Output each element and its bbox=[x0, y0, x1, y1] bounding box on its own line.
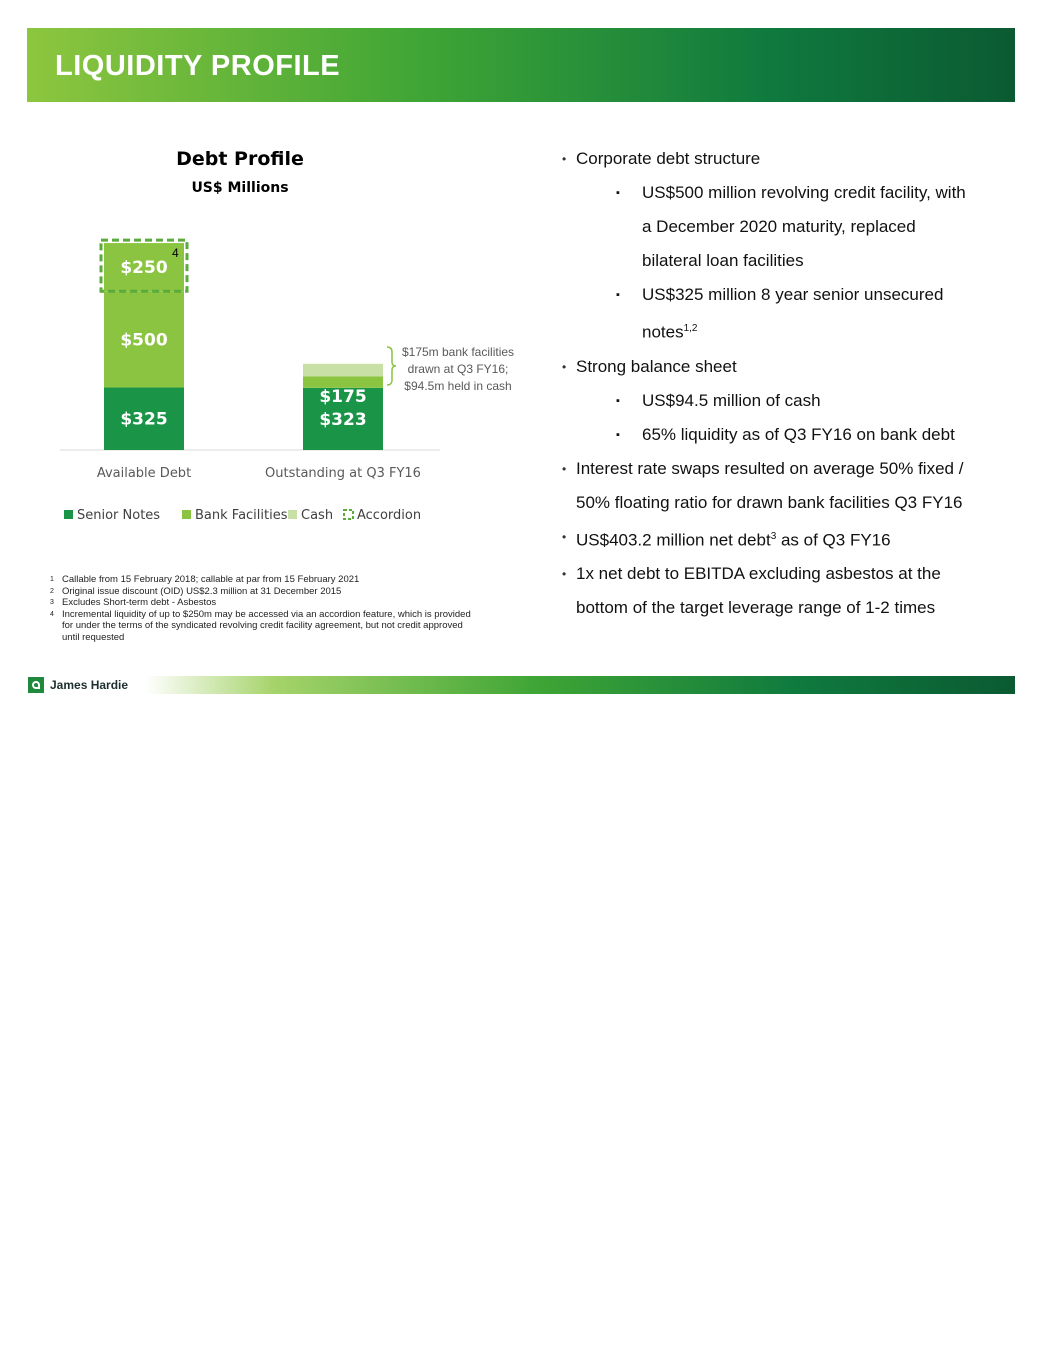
annotation-text: $175m bank facilities bbox=[401, 345, 515, 359]
data-label: $323 bbox=[319, 409, 367, 430]
sub-bullet-item: ▪ US$500 million revolving credit facility, with a December 2020 maturity, replaced bilateral loan facilities bbox=[560, 176, 1020, 278]
data-label: $500 bbox=[120, 330, 168, 351]
data-label: $325 bbox=[120, 409, 168, 430]
footnote: 3 Excludes Short-term debt - Asbestos bbox=[50, 597, 217, 608]
chart-title: Debt Profile bbox=[176, 148, 304, 170]
annotation-brace bbox=[387, 347, 396, 385]
page-title: LIQUIDITY PROFILE bbox=[55, 50, 341, 82]
bullet-list bbox=[560, 142, 1020, 625]
bullet-item: • Strong balance sheet bbox=[560, 350, 1020, 384]
sub-bullet-item: ▪ US$325 million 8 year senior unsecured notes$^{1,2}$ bbox=[560, 278, 1020, 350]
legend-swatch bbox=[64, 510, 73, 519]
bullet-item: • Interest rate swaps resulted on average 50% fixed / 50% floating ratio for drawn bank facilities Q3 FY16 bbox=[560, 452, 1020, 520]
bullet-item: • US$403.2 million net debt$^3$ as of Q3 FY16 bbox=[560, 520, 1020, 558]
logo-icon bbox=[28, 677, 44, 693]
legend-swatch bbox=[344, 510, 353, 519]
footnote: 2 Original issue discount (OID) US$2.3 million at 31 December 2015 bbox=[50, 585, 342, 597]
legend-swatch bbox=[288, 510, 297, 519]
x-tick-label: Available Debt bbox=[96, 466, 192, 481]
footnotes bbox=[50, 574, 480, 643]
legend-label: Bank Facilities bbox=[195, 508, 288, 523]
chart-subtitle: US$ Millions bbox=[191, 180, 289, 196]
sub-bullet-item: ▪ US$94.5 million of cash bbox=[560, 384, 1020, 418]
legend-swatch bbox=[182, 510, 191, 519]
footnote: 4 Incremental liquidity of up to $250m may be accessed via an accordion feature, which is provided for under the terms of the syndicated revolving credit facility agreement, but not credit approved until requested bbox=[50, 608, 471, 643]
sub-bullet-item: ▪ 65% liquidity as of Q3 FY16 on bank debt bbox=[560, 418, 1020, 452]
legend-label: Cash bbox=[301, 508, 334, 523]
annotation-text: $94.5m held in cash bbox=[404, 379, 512, 393]
company-logo: James Hardie bbox=[28, 677, 128, 693]
legend-label: Accordion bbox=[357, 508, 422, 523]
footer-bar bbox=[145, 676, 1015, 1369]
data-label: $175 bbox=[319, 387, 367, 408]
footnote: 1 Callable from 15 February 2018; callable at par from 15 February 2021 bbox=[50, 574, 360, 585]
title-bar bbox=[27, 28, 1015, 102]
annotation-text: drawn at Q3 FY16; bbox=[407, 362, 509, 376]
page-number: PAGE 22 bbox=[928, 1354, 985, 1369]
data-label: $250 bbox=[120, 258, 168, 279]
bullet-item: • Corporate debt structure bbox=[560, 142, 1020, 176]
x-tick-label: Outstanding at Q3 FY16 bbox=[265, 466, 421, 481]
debt-profile-chart bbox=[40, 210, 520, 540]
legend-label: Senior Notes bbox=[77, 508, 161, 523]
bar-cash bbox=[303, 364, 383, 377]
bullet-item: • 1x net debt to EBITDA excluding asbestos at the bottom of the target leverage range of 1-2 times bbox=[560, 557, 1020, 625]
footnote-marker: 4 bbox=[172, 246, 179, 261]
